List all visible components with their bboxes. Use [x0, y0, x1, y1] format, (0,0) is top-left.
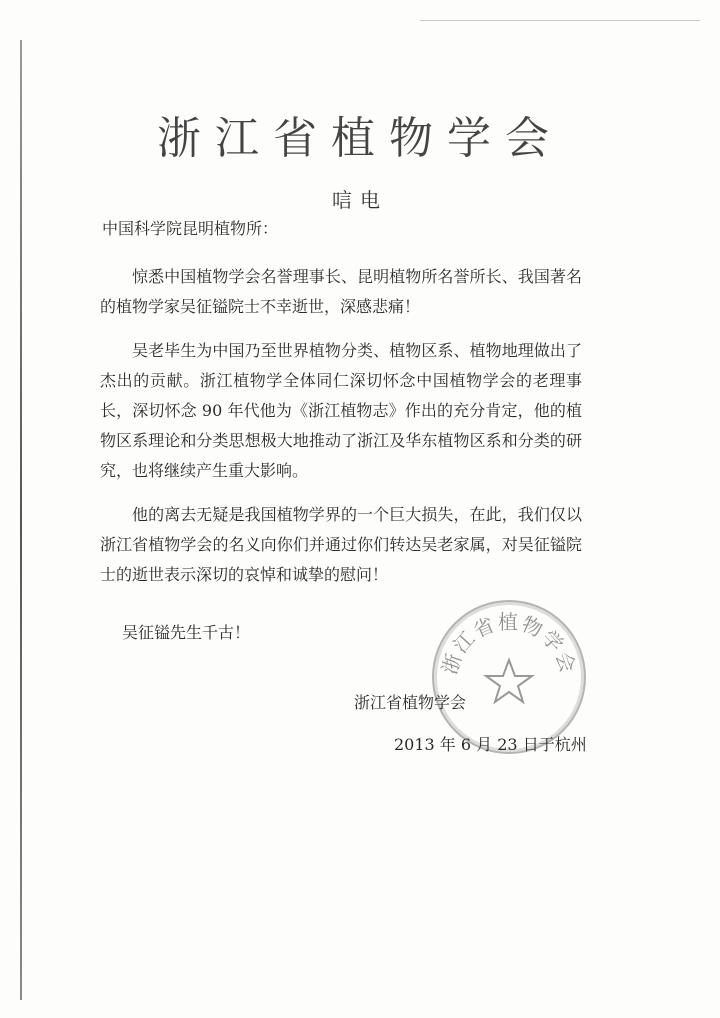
seal-text: 浙江省植物学会 — [437, 610, 581, 678]
letter-body — [100, 226, 582, 604]
letterhead-title: 浙江省植物学会 — [157, 113, 563, 164]
top-margin-line — [420, 20, 700, 21]
body-paragraph-2: 吴老毕生为中国乃至世界植物分类、植物区系、植物地理做出了杰出的贡献。浙江植物学全体同仁深切怀念中国植物学会的老理事长，深切怀念 90 年代他为《浙江植物志》作出的充分肯定，他的植物区系理论和分类思想极大地推动了浙江及华东植物区系和分类的研究，也将继续产生重大影响。 — [100, 341, 582, 480]
body-paragraph-1: 惊悉中国植物学会名誉理事长、昆明植物所名誉所长、我国著名的植物学家吴征镒院士不幸逝世，深感悲痛！ — [100, 267, 582, 316]
recipient-line: 中国科学院昆明植物所： — [102, 219, 279, 238]
document-type-label: 唁电 — [332, 188, 388, 212]
closing-line: 吴征镒先生千古！ — [122, 623, 251, 642]
signature-organization: 浙江省植物学会 — [354, 693, 467, 712]
seal-star-icon — [434, 602, 584, 752]
svg-text:浙江省植物学会 — [437, 610, 581, 677]
official-seal — [432, 600, 586, 754]
signature-date: 2013 年 6 月 23 日于杭州 — [394, 735, 587, 754]
body-paragraph-3: 他的离去无疑是我国植物学界的一个巨大损失，在此，我们仅以浙江省植物学会的名义向你们并通过你们转达吴老家属，对吴征镒院士的逝世表示深切的哀悼和诚挚的慰问！ — [100, 505, 582, 584]
